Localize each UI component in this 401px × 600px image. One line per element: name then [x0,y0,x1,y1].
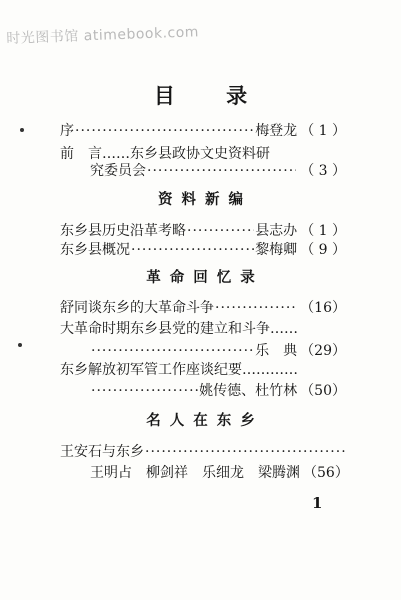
entry-title: 大革命时期东乡县党的建立和斗争…… [60,321,298,337]
page-number: 1 [312,494,323,512]
toc-entry [60,220,346,240]
entry-title: 东乡解放初军管工作座谈纪要………… [60,362,298,378]
entry-title: 序 [60,123,74,139]
dot-leader [145,444,345,460]
page-title: 目 录 [153,83,270,108]
entry-title: 舒同谈东乡的大革命斗争 [60,300,214,316]
toc-entry-authors [90,462,349,482]
toc-entry-author-line [90,340,346,360]
entry-page: （ 3 ） [300,163,346,179]
entry-page: （56） [303,465,349,481]
entry-author: 梅登龙 [255,123,298,139]
dot-leader [91,343,254,359]
section-header-new-materials: 资料新编 [158,191,252,208]
ink-speck [18,343,22,347]
entry-page: （16） [300,300,346,316]
entry-page: （ 1 ） [300,123,346,139]
entry-page: （29） [300,343,346,359]
entry-title: 前 言……东乡县政协文史资料研 [60,146,270,162]
entry-author: 黎梅卿 [255,242,298,258]
toc-entry [60,318,346,338]
entry-author: 乐 典 [255,343,298,359]
dot-leader [75,123,254,139]
entry-authors: 王明占 柳剑祥 乐细龙 梁腾渊 [90,465,300,481]
toc-entry [60,441,346,461]
entry-page: （ 1 ） [300,223,346,239]
entry-author: 县志办 [255,223,298,239]
entry-title: 东乡县历史沿革考略 [60,223,186,239]
entry-author: 姚传德、杜竹林 [199,383,298,399]
dot-leader [215,300,296,316]
toc-entry-foreword-cont [90,160,346,180]
entry-title: 东乡县概况 [60,242,130,258]
entry-title: 王安石与东乡 [60,444,144,460]
ink-speck [20,128,24,132]
toc-entry [60,359,346,379]
toc-entry [60,239,346,259]
dot-leader [131,242,254,258]
dot-leader [91,383,198,399]
watermark: 时光图书馆 atimebook.com [6,24,200,47]
entry-title: 究委员会 [90,163,146,179]
toc-entry-author-line [90,380,346,400]
entry-page: （50） [300,383,346,399]
toc-entry-preface [60,120,346,140]
toc-entry [60,297,346,317]
section-header-notables: 名人在东乡 [146,412,264,429]
dot-leader [187,223,254,239]
dot-leader [147,163,296,179]
section-header-revolution-memoirs: 革命回忆录 [146,269,264,286]
entry-page: （ 9 ） [300,242,346,258]
